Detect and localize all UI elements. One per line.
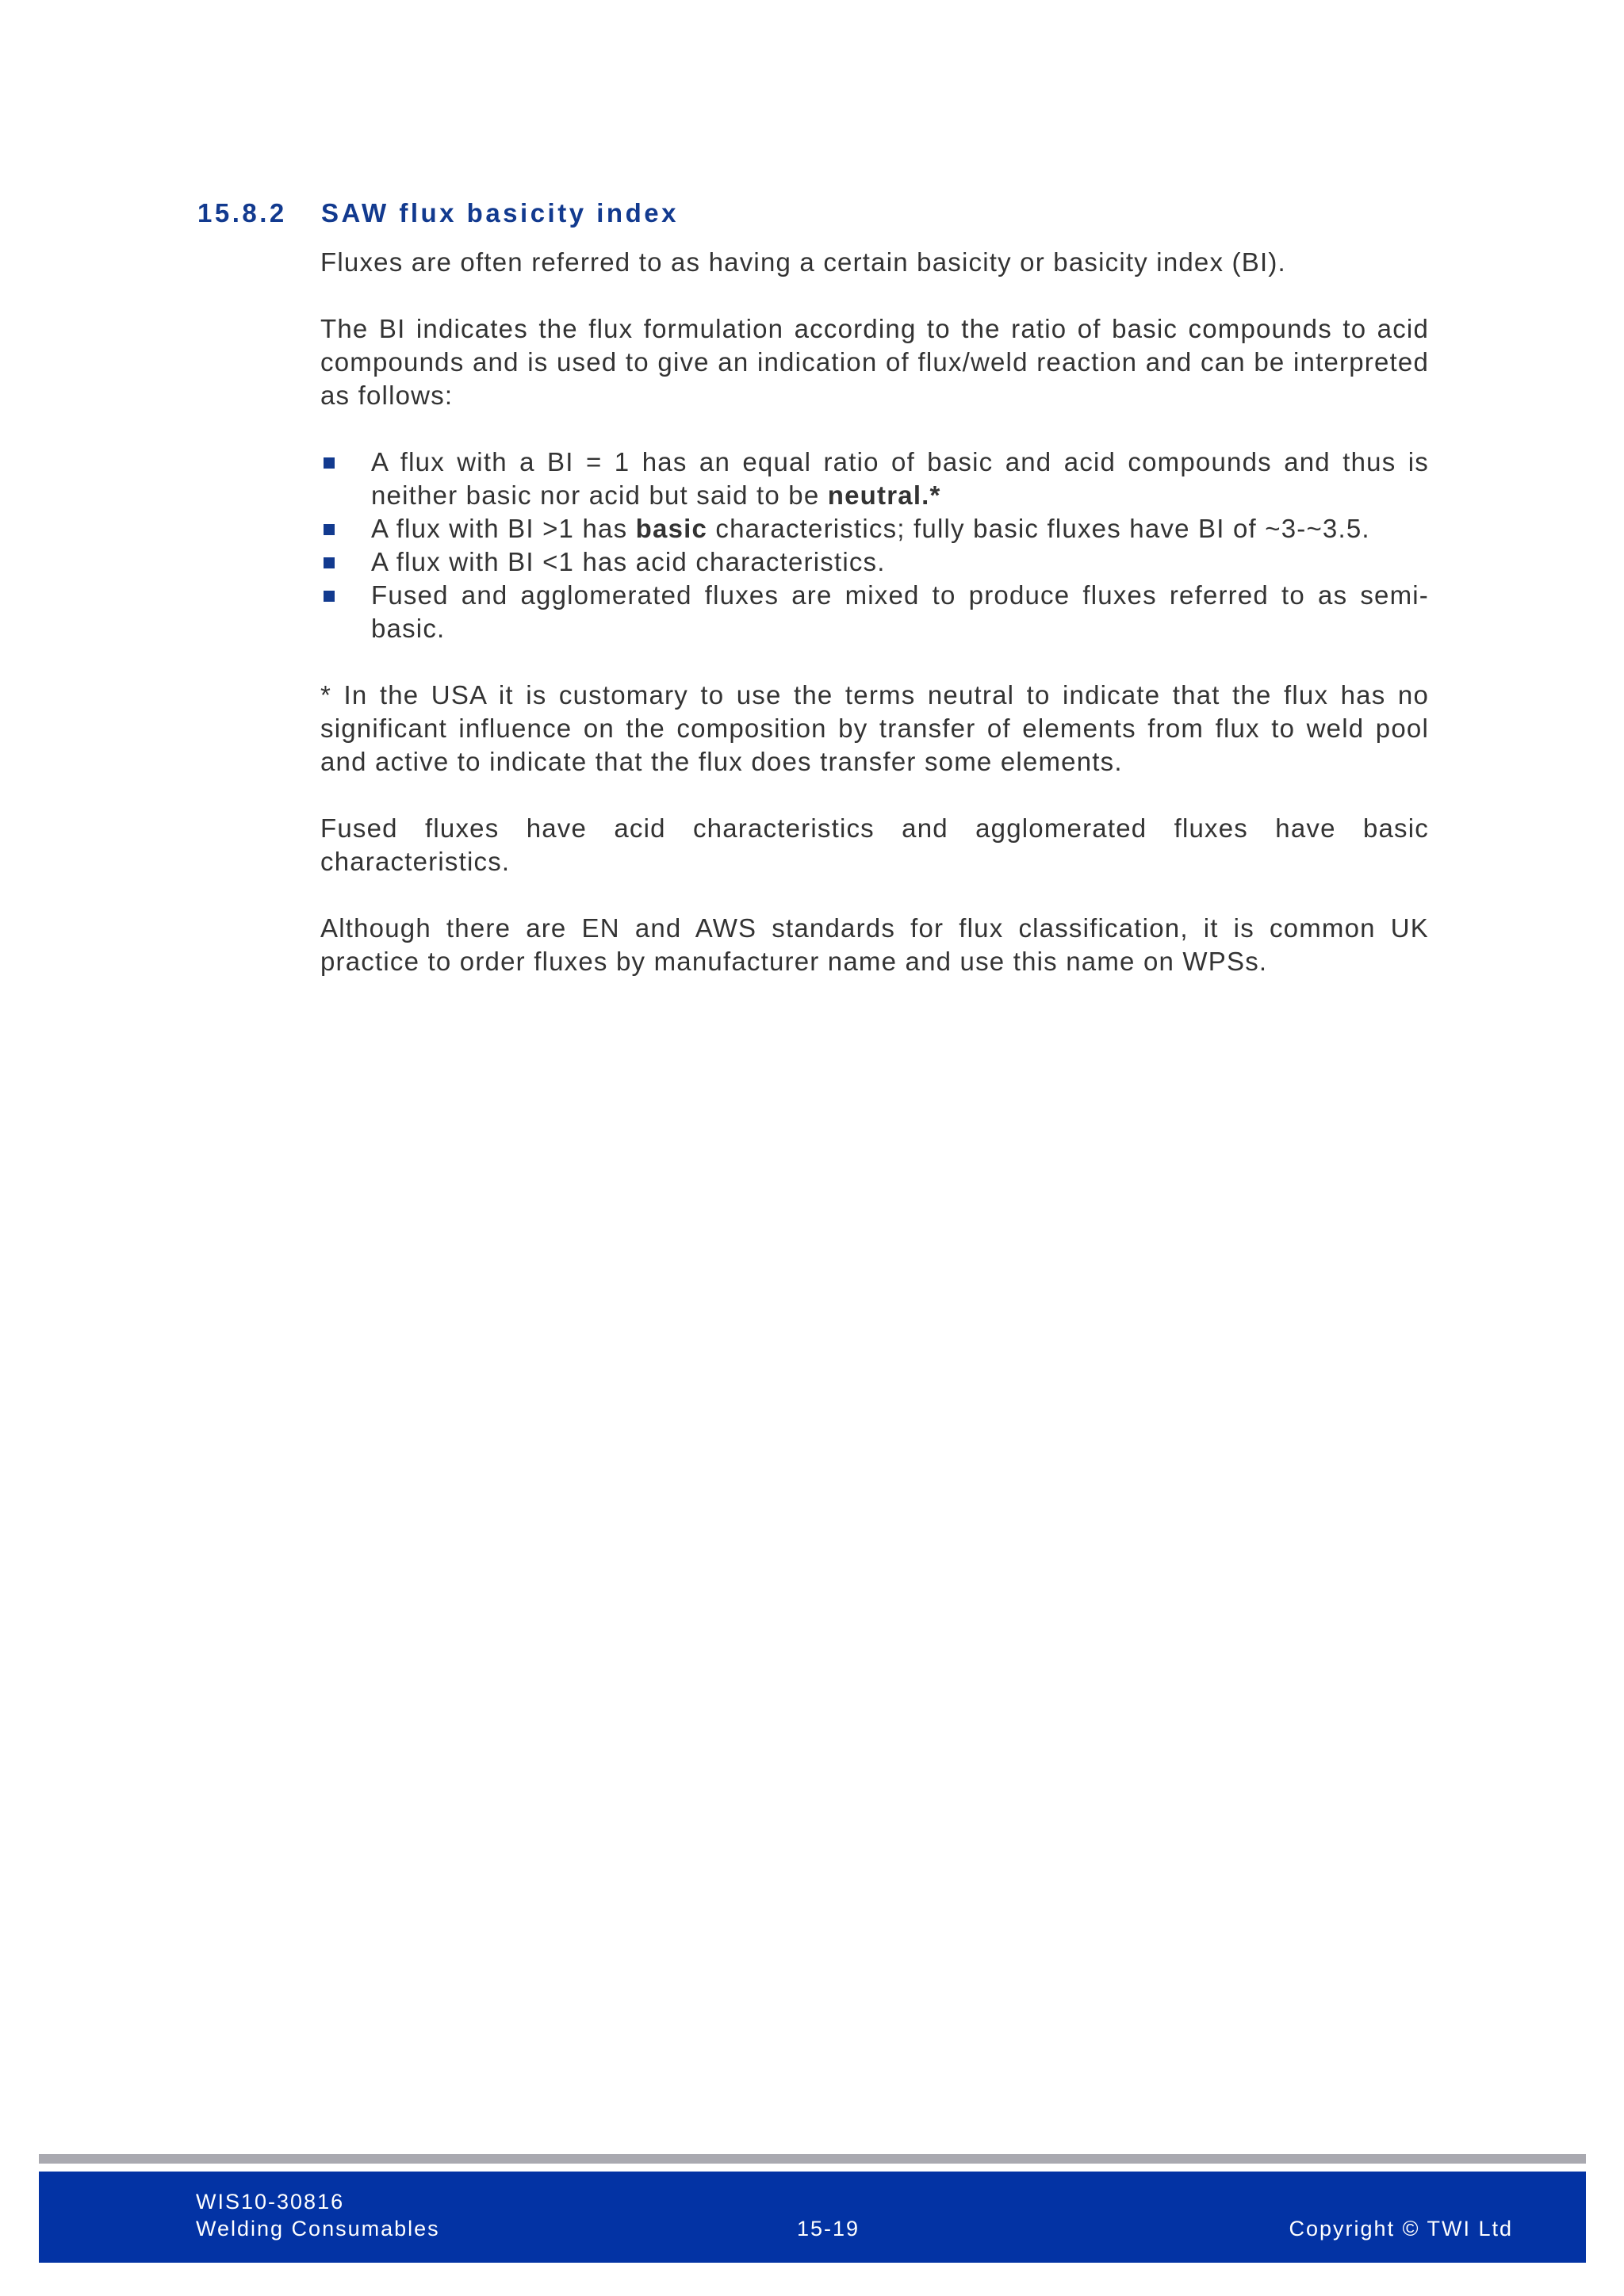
page-number: 15-19: [797, 2217, 860, 2241]
square-bullet-icon: [324, 524, 335, 535]
bullet-text-pre: A flux with BI >1 has: [371, 514, 636, 543]
bullet-text: A flux with a BI = 1 has an equal ratio of basic and acid compounds and thus is neither basic nor acid but said to be: [371, 447, 1429, 510]
list-item: [320, 545, 1429, 579]
copyright-notice: Copyright © TWI Ltd: [1289, 2217, 1513, 2241]
bullet-text: Fused and agglomerated fluxes are mixed to produce fluxes referred to as semi-basic.: [371, 580, 1429, 643]
square-bullet-icon: [324, 457, 335, 469]
document-reference: WIS10-30816: [196, 2190, 345, 2214]
document-subject: Welding Consumables: [196, 2217, 440, 2241]
list-item: [320, 579, 1429, 645]
page-footer: [39, 2172, 1586, 2263]
footnote-paragraph: * In the USA it is customary to use the terms neutral to indicate that the flux has no significant influence on the composition by transfer of elements from flux to weld pool and active to indicate that the flux does transfer some elements.: [320, 680, 1429, 776]
bullet-bold-text: basic: [635, 514, 708, 543]
bullet-text-post: characteristics; fully basic fluxes have BI of ~3-~3.5.: [707, 514, 1370, 543]
section-body: [320, 246, 1429, 1012]
footer-divider: [39, 2154, 1586, 2164]
bullet-text: A flux with BI <1 has acid characteristics.: [371, 547, 886, 576]
section-number: 15.8.2: [197, 198, 287, 228]
square-bullet-icon: [324, 557, 335, 568]
list-item: [320, 512, 1429, 545]
definition-paragraph: The BI indicates the flux formulation according to the ratio of basic compounds to acid compounds and is used to give an indication of flux/weld reaction and can be interpreted as follows:: [320, 314, 1429, 410]
section-heading: [197, 198, 679, 228]
ordering-practice-paragraph: Although there are EN and AWS standards for flux classification, it is common UK practice to order fluxes by manufacturer name and use this name on WPSs.: [320, 913, 1429, 976]
list-item: [320, 446, 1429, 512]
square-bullet-icon: [324, 591, 335, 602]
bullet-list: [320, 446, 1429, 645]
flux-characteristics-paragraph: Fused fluxes have acid characteristics and agglomerated fluxes have basic characteristics.: [320, 813, 1429, 876]
intro-paragraph: Fluxes are often referred to as having a certain basicity or basicity index (BI).: [320, 247, 1286, 277]
section-title: SAW flux basicity index: [321, 198, 679, 228]
bullet-bold-text: neutral.*: [827, 480, 941, 510]
